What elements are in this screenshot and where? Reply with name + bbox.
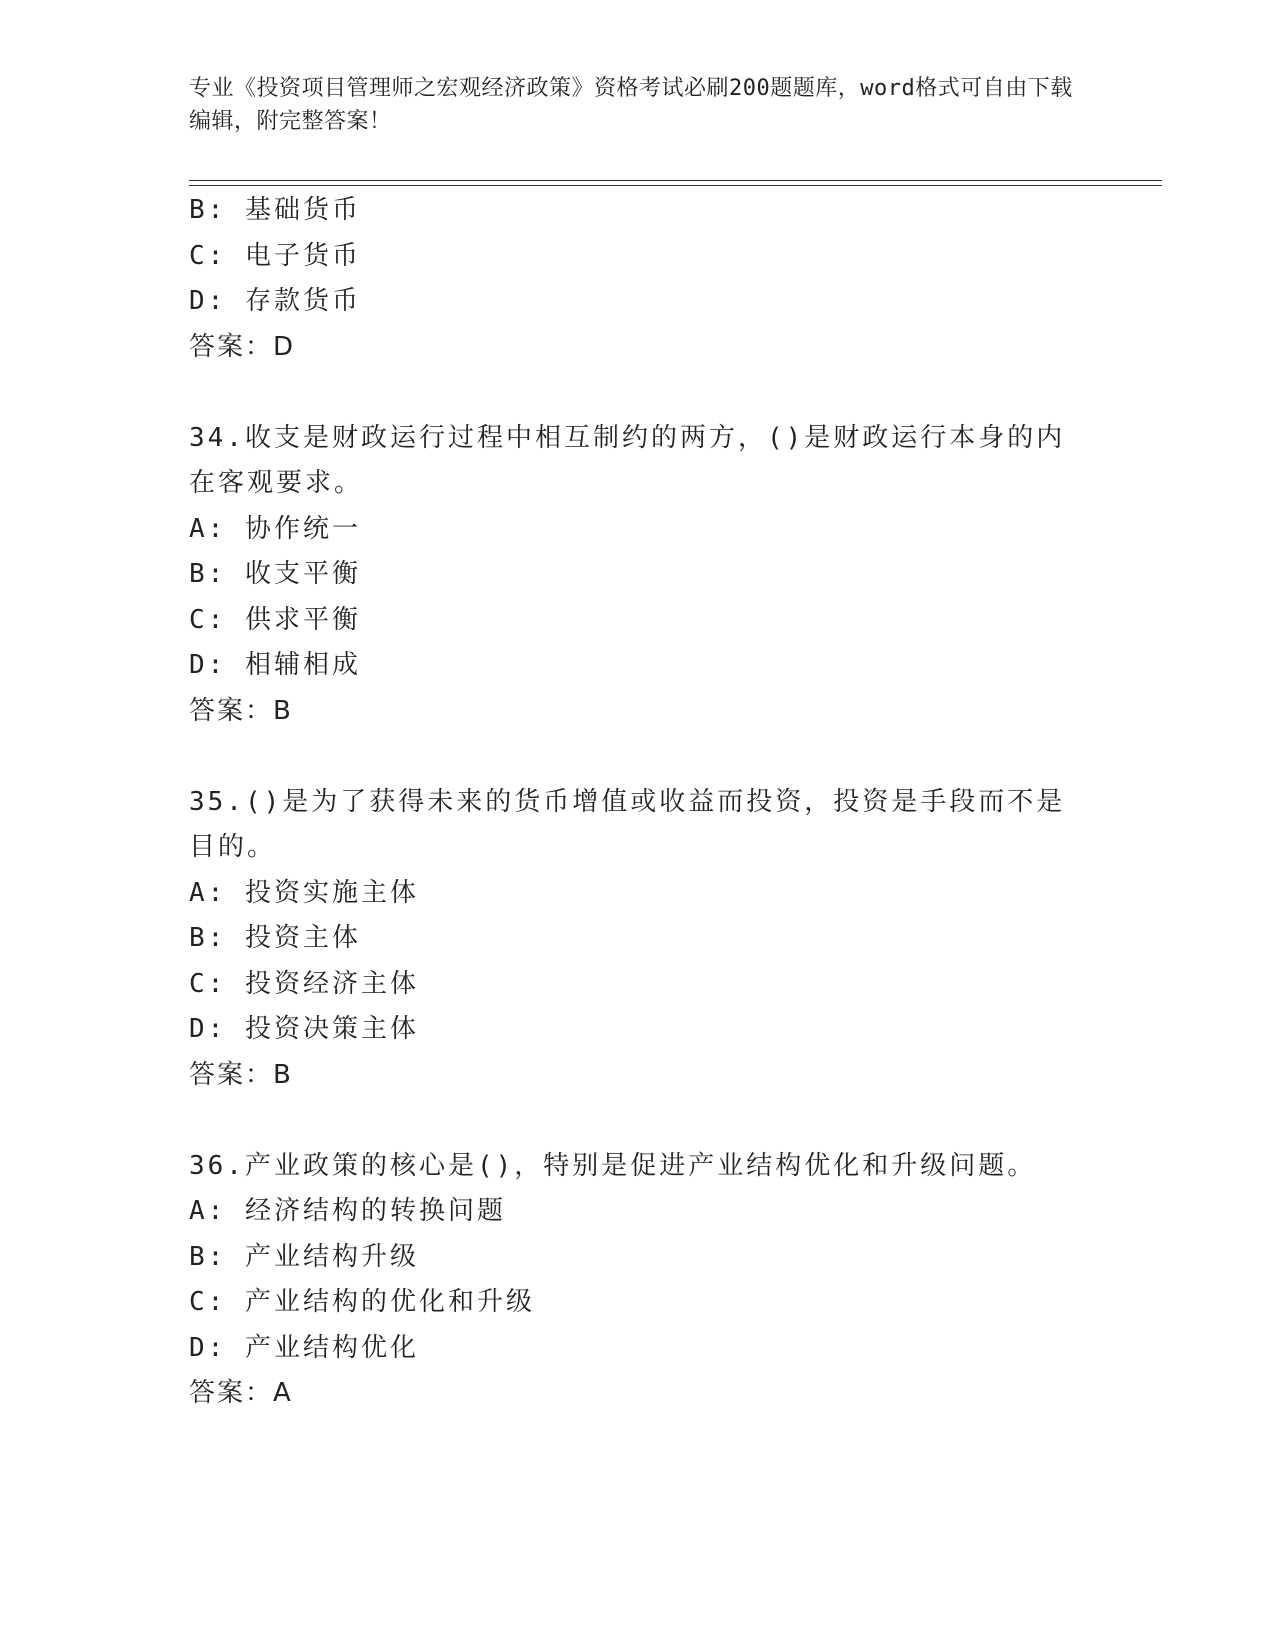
- question-34: [189, 416, 1089, 735]
- option-d: D: 相辅相成: [189, 650, 361, 680]
- option-d: D: 存款货币: [189, 286, 361, 316]
- answer-line: 答案：B: [189, 1059, 293, 1090]
- option-a: A: 投资实施主体: [189, 877, 419, 908]
- option-c: C: 供求平衡: [189, 604, 361, 635]
- question-35: [189, 780, 1089, 1099]
- question-stem: 36.产业政策的核心是()，特别是促进产业结构优化和升级问题。: [189, 1150, 1037, 1181]
- answer-line: 答案：D: [189, 331, 296, 362]
- option-a: A: 协作统一: [189, 513, 361, 544]
- answer-line: 答案：B: [189, 695, 293, 726]
- answer-line: 答案：A: [189, 1378, 293, 1408]
- header-rule-bottom: [189, 185, 1162, 186]
- question-stem: 35.()是为了获得未来的货币增值或收益而投资，投资是手段而不是目的。: [189, 786, 1066, 862]
- option-c: C: 投资经济主体: [189, 968, 419, 999]
- option-c: C: 电子货币: [189, 240, 361, 271]
- document-header: 专业《投资项目管理师之宏观经济政策》资格考试必刷200题题库，word格式可自由下载编辑，附完整答案！: [189, 76, 1073, 134]
- question-stem: 34.收支是财政运行过程中相互制约的两方，()是财政运行本身的内在客观要求。: [189, 422, 1066, 498]
- question-list: [189, 188, 1089, 1417]
- option-b: B: 投资主体: [189, 923, 361, 953]
- option-b: B: 产业结构升级: [189, 1241, 419, 1272]
- option-a: A: 经济结构的转换问题: [189, 1196, 506, 1226]
- header-rule-top: [189, 180, 1162, 181]
- option-d: D: 投资决策主体: [189, 1014, 419, 1044]
- question-36: [189, 1144, 1089, 1417]
- option-b: B: 基础货币: [189, 195, 361, 225]
- previous-question-tail: [189, 188, 1089, 370]
- option-b: B: 收支平衡: [189, 559, 361, 589]
- option-c: C: 产业结构的优化和升级: [189, 1287, 535, 1317]
- option-d: D: 产业结构优化: [189, 1332, 419, 1363]
